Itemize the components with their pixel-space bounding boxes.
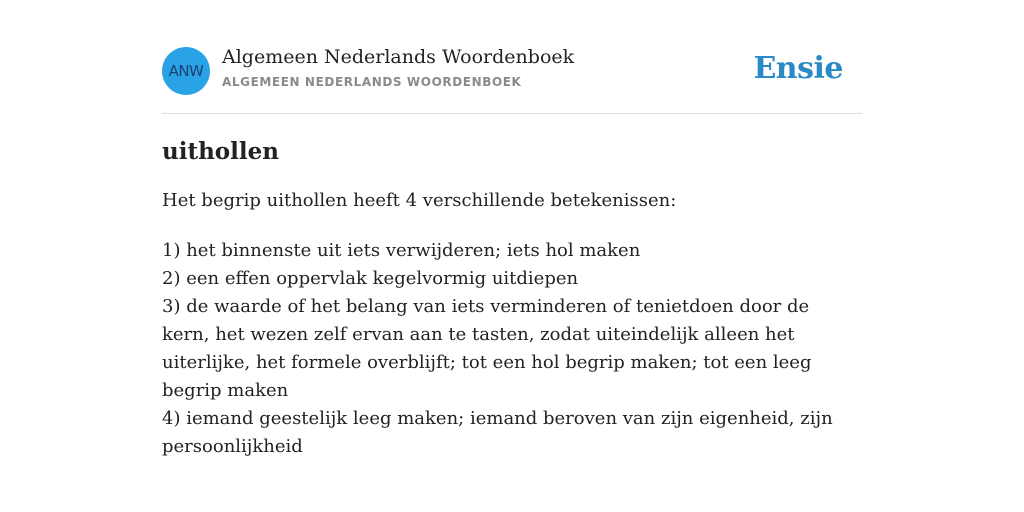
meaning-item: 2) een effen oppervlak kegelvormig uitdiepen [162,268,579,289]
source-subtitle: ALGEMEEN NEDERLANDS WOORDENBOEK [222,75,522,89]
source-title: Algemeen Nederlands Woordenboek [222,46,575,68]
meaning-item: 3) de waarde of het belang van iets verminderen of tenietdoen door de kern, het wezen zelf ervan aan te tasten, zodat uiteindelijk alleen het uiterlijke, het formele overblijft; tot een hol begrip maken; tot een leeg begrip maken [162,296,812,401]
meaning-item: 4) iemand geestelijk leeg maken; iemand beroven van zijn eigenheid, zijn persoonlijkheid [162,408,833,457]
meanings-list [162,237,862,461]
source-logo-text: ANW [168,62,204,80]
meanings-intro: Het begrip uithollen heeft 4 verschillende betekenissen: [162,190,677,211]
page-container [162,0,862,457]
source-logo [162,47,210,95]
brand-logo-link[interactable]: Ensie [753,51,843,86]
meaning-item: 1) het binnenste uit iets verwijderen; iets hol maken [162,240,641,261]
headword-title: uithollen [162,138,279,165]
source-header [162,0,862,114]
